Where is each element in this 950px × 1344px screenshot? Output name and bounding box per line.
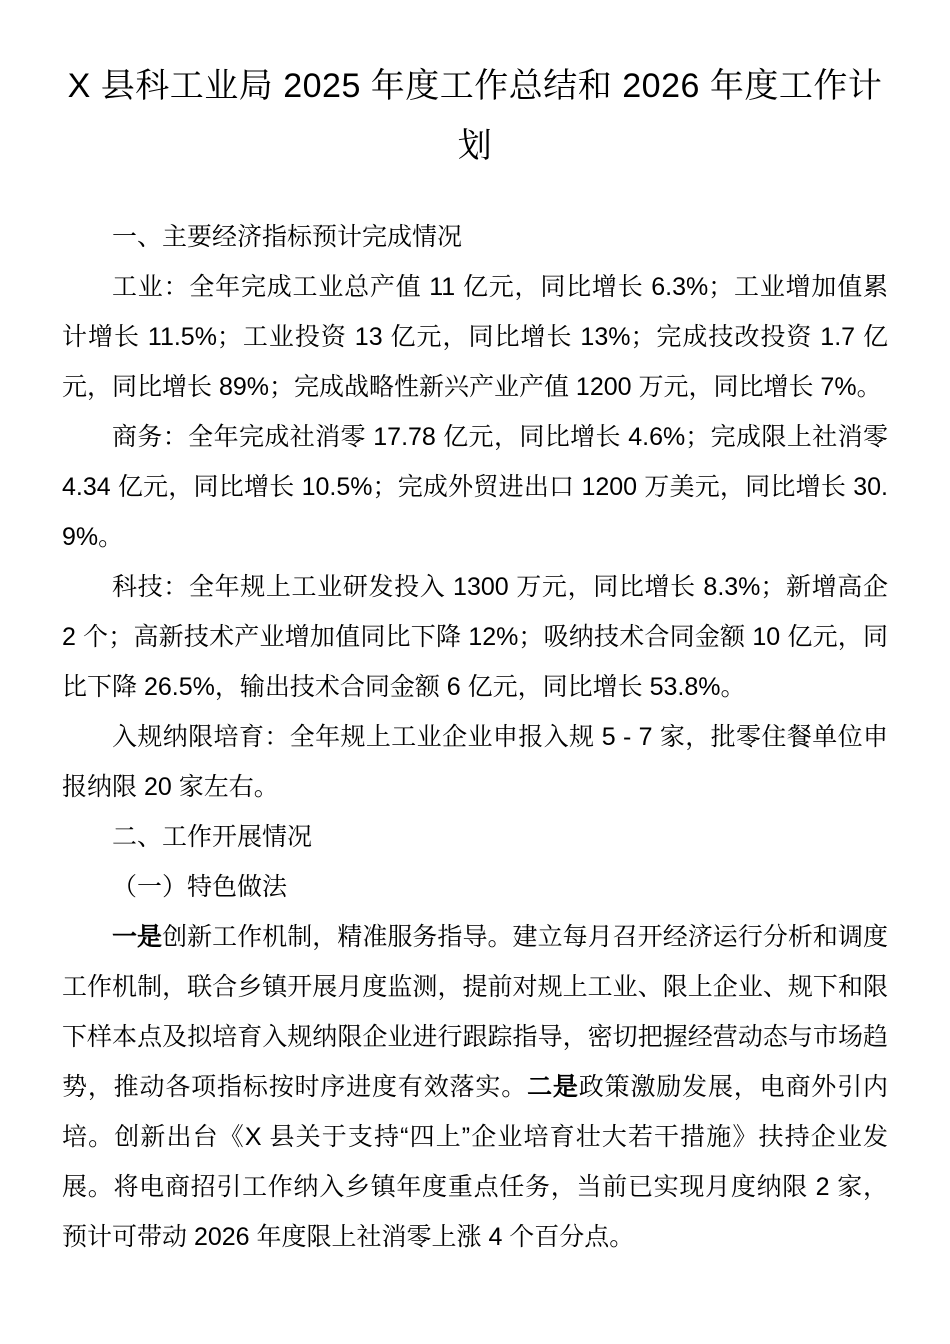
paragraph-measures [62,912,888,1262]
section-heading-economic-indicators: 一、主要经济指标预计完成情况 [112,223,463,251]
paragraph-commerce: 商务：全年完成社消零 17.78 亿元，同比增长 4.6%；完成限上社消零 4.34 亿元，同比增长 10.5%；完成外贸进出口 1200 万美元，同比增长 30.9%。 [62,423,888,551]
paragraph-cultivation: 入规纳限培育：全年规上工业企业申报入规 5 - 7 家，批零住餐单位申报纳限 20 家左右。 [62,723,888,801]
paragraph-technology: 科技：全年规上工业研发投入 1300 万元，同比增长 8.3%；新增高企 2 个；高新技术产业增加值同比下降 12%；吸纳技术合同金额 10 亿元，同比下降 26.5%，输出技术合同金额 6 亿元，同比增长 53.8%。 [62,573,888,701]
measure-two-text: 政策激励发展，电商外引内培。创新出台《X 县关于支持“四上”企业培育壮大若干措施》扶持企业发展。将电商招引工作纳入乡镇年度重点任务，当前已实现月度纳限 2 家，预计可带动 2026 年度限上社消零上涨 4 个百分点。 [62,1073,888,1251]
measure-one-text: 创新工作机制，精准服务指导。建立每月召开经济运行分析和调度工作机制，联合乡镇开展月度监测，提前对规上工业、限上企业、规下和限下样本点及拟培育入规纳限企业进行跟踪指导，密切把握经营动态与市场趋势，推动各项指标按时序进度有效落实。 [62,923,888,1101]
measure-one-bold-label: 一是 [112,923,163,951]
subheading-special-practices: （一）特色做法 [112,873,288,901]
document-title: X 县科工业局 2025 年度工作总结和 2026 年度工作计划 [67,67,883,165]
paragraph-industry: 工业：全年完成工业总产值 11 亿元，同比增长 6.3%；工业增加值累计增长 11.5%；工业投资 13 亿元，同比增长 13%；完成技改投资 1.7 亿元，同比增长 89%；完成战略性新兴产业产值 1200 万元，同比增长 7%。 [62,273,888,401]
section-heading-work-progress: 二、工作开展情况 [112,823,313,851]
measure-two-bold-label: 二是 [527,1073,579,1101]
